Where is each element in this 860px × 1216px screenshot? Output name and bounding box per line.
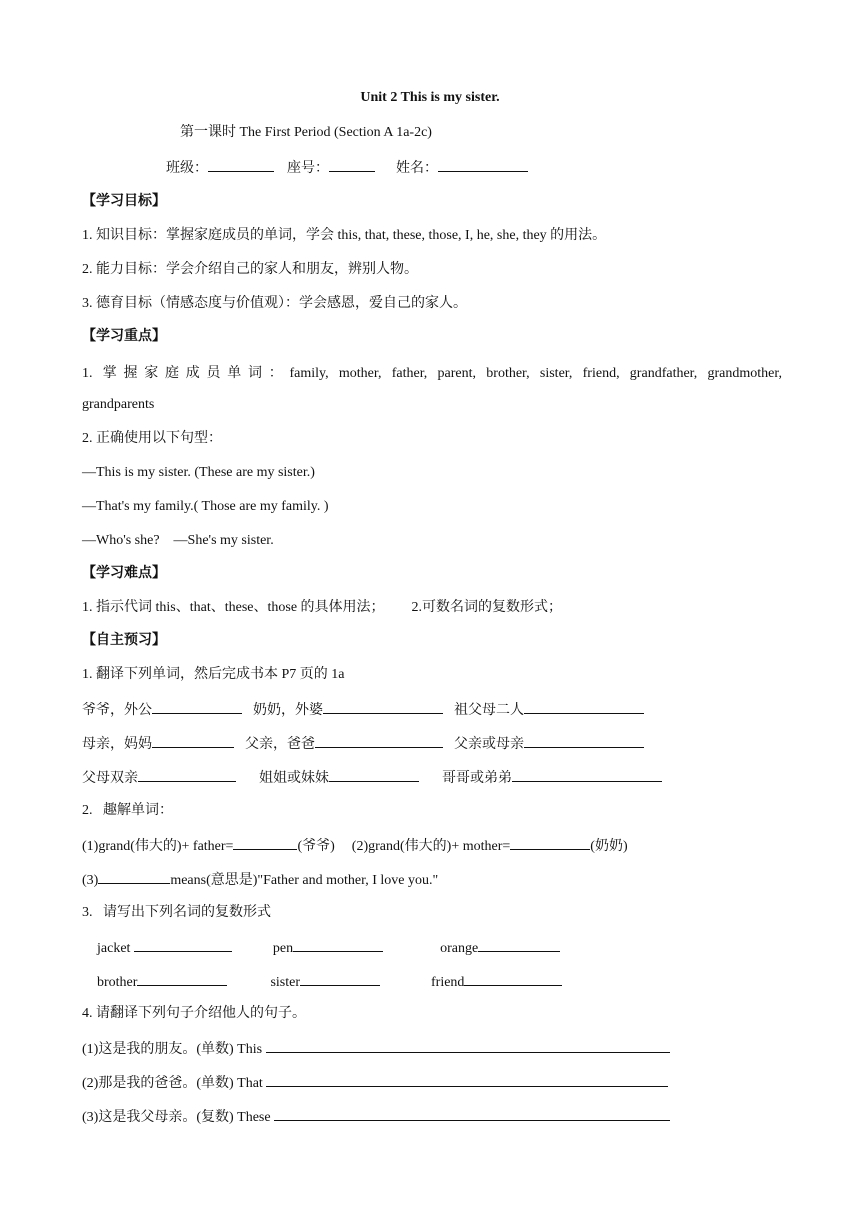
difficulties-heading: 【学习难点】 — [82, 566, 166, 581]
plural-row-1 — [97, 938, 560, 958]
word-puzzle-row-2 — [82, 870, 438, 890]
page-title: Unit 2 This is my sister. — [360, 90, 500, 105]
plural-word: sister — [270, 975, 300, 990]
plural-blank[interactable] — [134, 938, 232, 952]
name-blank[interactable] — [438, 158, 528, 172]
translation-blank[interactable] — [274, 1107, 670, 1121]
goal-item-1: 1. 知识目标：掌握家庭成员的单词，学会 this, that, these, those, I, he, she, they 的用法。 — [82, 228, 607, 243]
plural-word: jacket — [97, 941, 131, 956]
translation-prompt: (3)这是我父母亲。(复数) These — [82, 1110, 271, 1125]
word-puzzle-text: (1)grand(伟大的)+ father= — [82, 839, 234, 854]
vocab-blank[interactable] — [152, 700, 242, 714]
word-puzzle-blank[interactable] — [98, 870, 170, 884]
vocab-blank[interactable] — [152, 734, 234, 748]
sentence-pattern-2: —That's my family.( Those are my family. ) — [82, 499, 329, 514]
word-puzzle-text: (3) — [82, 873, 99, 888]
word-puzzle-text: means(意思是)"Father and mother, I love you." — [170, 873, 439, 888]
plural-word: pen — [272, 941, 294, 956]
translation-row-2 — [82, 1073, 668, 1093]
key-point-2: 2. 正确使用以下句型： — [82, 431, 222, 446]
word-puzzle-row-1 — [82, 836, 628, 856]
plural-blank[interactable] — [293, 938, 383, 952]
vocab-label: 父亲或母亲 — [454, 737, 524, 752]
plural-blank[interactable] — [300, 972, 380, 986]
word-puzzle-text: (2)grand(伟大的)+ mother= — [351, 839, 511, 854]
vocab-label: 姐姐或妹妹 — [259, 771, 329, 786]
plural-blank[interactable] — [137, 972, 227, 986]
vocab-label: 哥哥或弟弟 — [442, 771, 512, 786]
vocab-row-1 — [82, 700, 644, 720]
vocab-label: 父母双亲 — [82, 771, 138, 786]
goal-item-3: 3. 德育目标（情感态度与价值观）：学会感恩，爱自己的家人。 — [82, 296, 467, 311]
preview-question-2: 2. 趣解单词： — [82, 803, 173, 818]
class-label: 班级： — [166, 161, 208, 176]
vocab-row-2 — [82, 734, 644, 754]
preview-question-3: 3. 请写出下列名词的复数形式 — [82, 905, 271, 920]
seat-blank[interactable] — [329, 158, 375, 172]
translation-blank[interactable] — [266, 1039, 670, 1053]
class-blank[interactable] — [208, 158, 274, 172]
word-puzzle-blank[interactable] — [510, 836, 590, 850]
vocab-label: 母亲，妈妈 — [82, 737, 152, 752]
student-info-row — [166, 158, 528, 178]
preview-question-4: 4. 请翻译下列句子介绍他人的句子。 — [82, 1006, 306, 1021]
key-points-heading: 【学习重点】 — [82, 329, 166, 344]
seat-label: 座号： — [287, 161, 329, 176]
translation-row-1 — [82, 1039, 670, 1059]
vocab-label: 祖父母二人 — [454, 703, 524, 718]
vocab-blank[interactable] — [138, 768, 236, 782]
plural-word: friend — [431, 975, 465, 990]
goal-item-2: 2. 能力目标：学会介绍自己的家人和朋友，辨别人物。 — [82, 262, 418, 277]
word-puzzle-blank[interactable] — [233, 836, 297, 850]
difficulty-item-1: 1. 指示代词 this、that、these、those 的具体用法； — [82, 600, 385, 615]
plural-blank[interactable] — [478, 938, 560, 952]
plural-blank[interactable] — [464, 972, 562, 986]
vocab-blank[interactable] — [315, 734, 443, 748]
key-point-1: 1. 掌握家庭成员单词：family, mother, father, parent, brother, sister, friend, grandfather, grandmother, — [82, 366, 782, 381]
key-point-1-cont: grandparents — [82, 397, 155, 412]
vocab-blank[interactable] — [323, 700, 443, 714]
difficulty-row — [82, 599, 562, 617]
vocab-blank[interactable] — [329, 768, 419, 782]
translation-row-3 — [82, 1107, 670, 1127]
sentence-pattern-1: —This is my sister. (These are my sister.) — [82, 465, 315, 480]
name-label: 姓名： — [396, 161, 438, 176]
plural-word: orange — [440, 941, 479, 956]
subtitle: 第一课时 The First Period (Section A 1a-2c) — [180, 125, 432, 140]
word-puzzle-text: (奶奶) — [590, 839, 628, 854]
translation-prompt: (2)那是我的爸爸。(单数) That — [82, 1076, 263, 1091]
difficulty-item-2: 2.可数名词的复数形式； — [411, 600, 563, 615]
translation-blank[interactable] — [266, 1073, 668, 1087]
preview-question-1: 1. 翻译下列单词，然后完成书本 P7 页的 1a — [82, 667, 345, 682]
vocab-blank[interactable] — [524, 700, 644, 714]
plural-word: brother — [97, 975, 138, 990]
sentence-pattern-3: —Who's she? —She's my sister. — [82, 533, 274, 548]
plural-row-2 — [97, 972, 562, 992]
vocab-blank[interactable] — [512, 768, 662, 782]
vocab-label: 父亲，爸爸 — [245, 737, 315, 752]
preview-heading: 【自主预习】 — [82, 633, 166, 648]
vocab-row-3 — [82, 768, 662, 788]
vocab-blank[interactable] — [524, 734, 644, 748]
vocab-label: 爷爷，外公 — [82, 703, 152, 718]
word-puzzle-text: (爷爷) — [297, 839, 335, 854]
vocab-label: 奶奶，外婆 — [253, 703, 323, 718]
goals-heading: 【学习目标】 — [82, 194, 166, 209]
translation-prompt: (1)这是我的朋友。(单数) This — [82, 1042, 263, 1057]
